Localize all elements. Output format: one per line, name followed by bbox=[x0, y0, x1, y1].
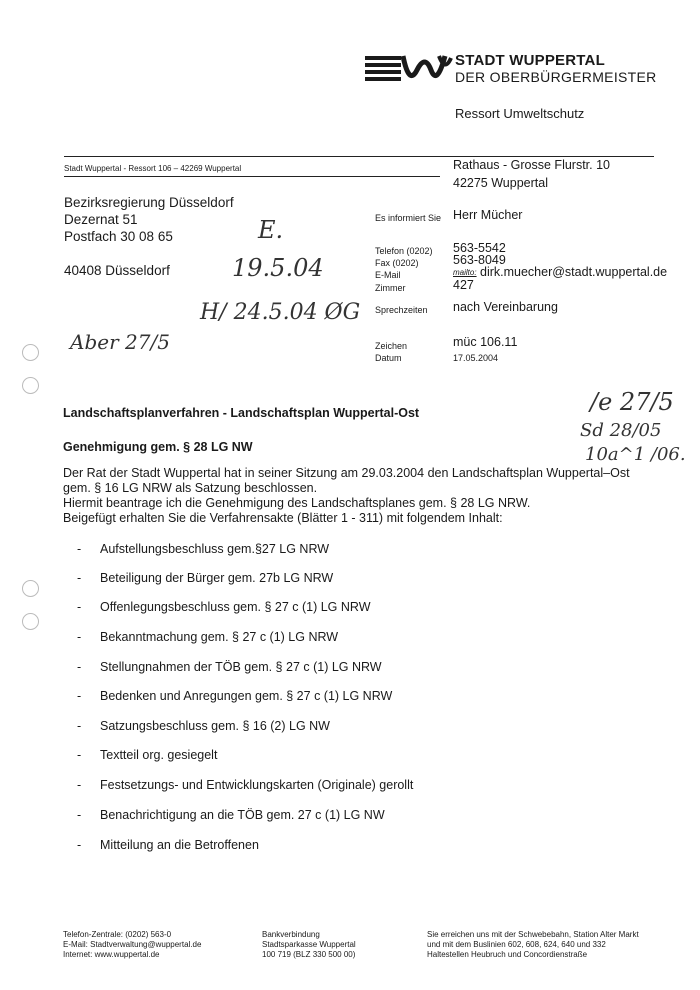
letter-subject: Landschaftsplanverfahren - Landschaftsplan Wuppertal-Ost bbox=[63, 406, 420, 420]
handwritten-note-right-3: 10a^1 /06. bbox=[585, 444, 686, 465]
ref-label: Zeichen bbox=[375, 341, 408, 351]
informed-label: Es informiert Sie bbox=[375, 213, 442, 223]
list-bullet: - bbox=[77, 808, 82, 822]
sender-line: Stadt Wuppertal - Ressort 106 – 42269 Wuppertal bbox=[64, 164, 242, 173]
list-bullet: - bbox=[77, 719, 82, 733]
footer-bank-title: Bankverbindung bbox=[262, 930, 320, 939]
punch-hole bbox=[22, 344, 39, 361]
phone-label: Telefon (0202) bbox=[375, 246, 433, 256]
date-value: 17.05.2004 bbox=[453, 353, 499, 363]
list-bullet: - bbox=[77, 630, 82, 644]
body-line-1: Der Rat der Stadt Wuppertal hat in seiner Sitzung am 29.03.2004 den Landschaftsplan Wuppertal–Ost bbox=[63, 466, 630, 480]
list-bullet: - bbox=[77, 571, 82, 585]
footer-transport-line-2: und mit dem Buslinien 602, 608, 624, 640 und 332 bbox=[427, 940, 606, 949]
list-item: Bedenken und Anregungen gem. § 27 c (1) LG NRW bbox=[100, 689, 393, 703]
handwritten-note-e: E. bbox=[258, 216, 284, 244]
footer-transport-line-3: Haltestellen Heubruch und Concordienstraße bbox=[427, 950, 588, 959]
address-city: 42275 Wuppertal bbox=[453, 176, 548, 190]
body-line-3: Hiermit beantrage ich die Genehmigung des Landschaftsplanes gem. § 28 LG NRW. bbox=[63, 496, 531, 510]
footer-transport-line-1: Sie erreichen uns mit der Schwebebahn, Station Alter Markt bbox=[427, 930, 639, 939]
list-item: Offenlegungsbeschluss gem. § 27 c (1) LG NRW bbox=[100, 600, 371, 614]
footer-transport bbox=[427, 930, 639, 960]
address-street: Rathaus - Grosse Flurstr. 10 bbox=[453, 158, 611, 172]
list-bullet: - bbox=[77, 689, 82, 703]
handwritten-note-right-1: /e 27/5 bbox=[590, 388, 674, 416]
list-item: Textteil org. gesiegelt bbox=[100, 748, 218, 762]
footer-bank bbox=[262, 930, 356, 960]
list-bullet: - bbox=[77, 600, 82, 614]
list-item: Beteiligung der Bürger gem. 27b LG NRW bbox=[100, 571, 334, 585]
list-bullet: - bbox=[77, 660, 82, 674]
email-link[interactable]: dirk.muecher@stadt.wuppertal.de bbox=[480, 265, 668, 279]
list-item: Festsetzungs- und Entwicklungskarten (Originale) gerollt bbox=[100, 778, 414, 792]
sender-rule bbox=[64, 176, 440, 177]
list-item: Stellungnahmen der TÖB gem. § 27 c (1) LG NRW bbox=[100, 660, 382, 674]
footer-website: Internet: www.wuppertal.de bbox=[63, 950, 160, 959]
recipient-line-1: Bezirksregierung Düsseldorf bbox=[64, 195, 234, 210]
phone-value: 563-5542 bbox=[453, 241, 506, 255]
body-line-4: Beigefügt erhalten Sie die Verfahrensakte (Blätter 1 - 311) mit folgendem Inhalt: bbox=[63, 511, 503, 525]
footer-phone: Telefon-Zentrale: (0202) 563-0 bbox=[63, 930, 172, 939]
body-line-2: gem. § 16 LG NRW als Satzung beschlossen. bbox=[63, 481, 318, 495]
hours-value: nach Vereinbarung bbox=[453, 300, 558, 314]
punch-hole bbox=[22, 580, 39, 597]
recipient-line-3: Postfach 30 08 65 bbox=[64, 229, 173, 244]
informed-value: Herr Mücher bbox=[453, 208, 523, 222]
list-bullet: - bbox=[77, 542, 82, 556]
list-item: Benachrichtigung an die TÖB gem. 27 c (1) LG NW bbox=[100, 808, 385, 822]
list-bullet: - bbox=[77, 838, 82, 852]
room-value: 427 bbox=[453, 278, 474, 292]
list-bullet: - bbox=[77, 778, 82, 792]
list-bullet: - bbox=[77, 748, 82, 762]
list-item: Aufstellungsbeschluss gem.§27 LG NRW bbox=[100, 542, 330, 556]
list-item: Mitteilung an die Betroffenen bbox=[100, 838, 259, 852]
ref-value: müc 106.11 bbox=[453, 335, 518, 349]
handwritten-date: 19.5.04 bbox=[232, 254, 324, 282]
fax-value: 563-8049 bbox=[453, 253, 506, 267]
date-label: Datum bbox=[375, 353, 402, 363]
department-name: Ressort Umweltschutz bbox=[455, 106, 585, 121]
footer-bank-account: 100 719 (BLZ 330 500 00) bbox=[262, 950, 356, 959]
punch-hole bbox=[22, 613, 39, 630]
footer-contact bbox=[63, 930, 201, 960]
city-logo-icon bbox=[365, 52, 453, 88]
handwritten-initials: H/ 24.5.04 ØG bbox=[200, 300, 361, 325]
fax-label: Fax (0202) bbox=[375, 258, 419, 268]
footer-email: E-Mail: Stadtverwaltung@wuppertal.de bbox=[63, 940, 202, 949]
recipient-line-4: 40408 Düsseldorf bbox=[64, 263, 170, 278]
office-name: DER OBERBÜRGERMEISTER bbox=[455, 69, 657, 85]
letter-approval-heading: Genehmigung gem. § 28 LG NW bbox=[63, 440, 253, 454]
recipient-line-2: Dezernat 51 bbox=[64, 212, 138, 227]
header-rule bbox=[64, 156, 654, 157]
email-label: E-Mail bbox=[375, 270, 401, 280]
handwritten-signature: Aber 27/5 bbox=[70, 330, 170, 354]
punch-hole bbox=[22, 377, 39, 394]
hours-label: Sprechzeiten bbox=[375, 305, 428, 315]
mailto-prefix: mailto: bbox=[453, 268, 477, 277]
room-label: Zimmer bbox=[375, 283, 406, 293]
footer-bank-name: Stadtsparkasse Wuppertal bbox=[262, 940, 356, 949]
city-name: STADT WUPPERTAL bbox=[455, 52, 605, 69]
list-item: Satzungsbeschluss gem. § 16 (2) LG NW bbox=[100, 719, 330, 733]
list-item: Bekanntmachung gem. § 27 c (1) LG NRW bbox=[100, 630, 339, 644]
handwritten-note-right-2: Sd 28/05 bbox=[580, 420, 662, 441]
